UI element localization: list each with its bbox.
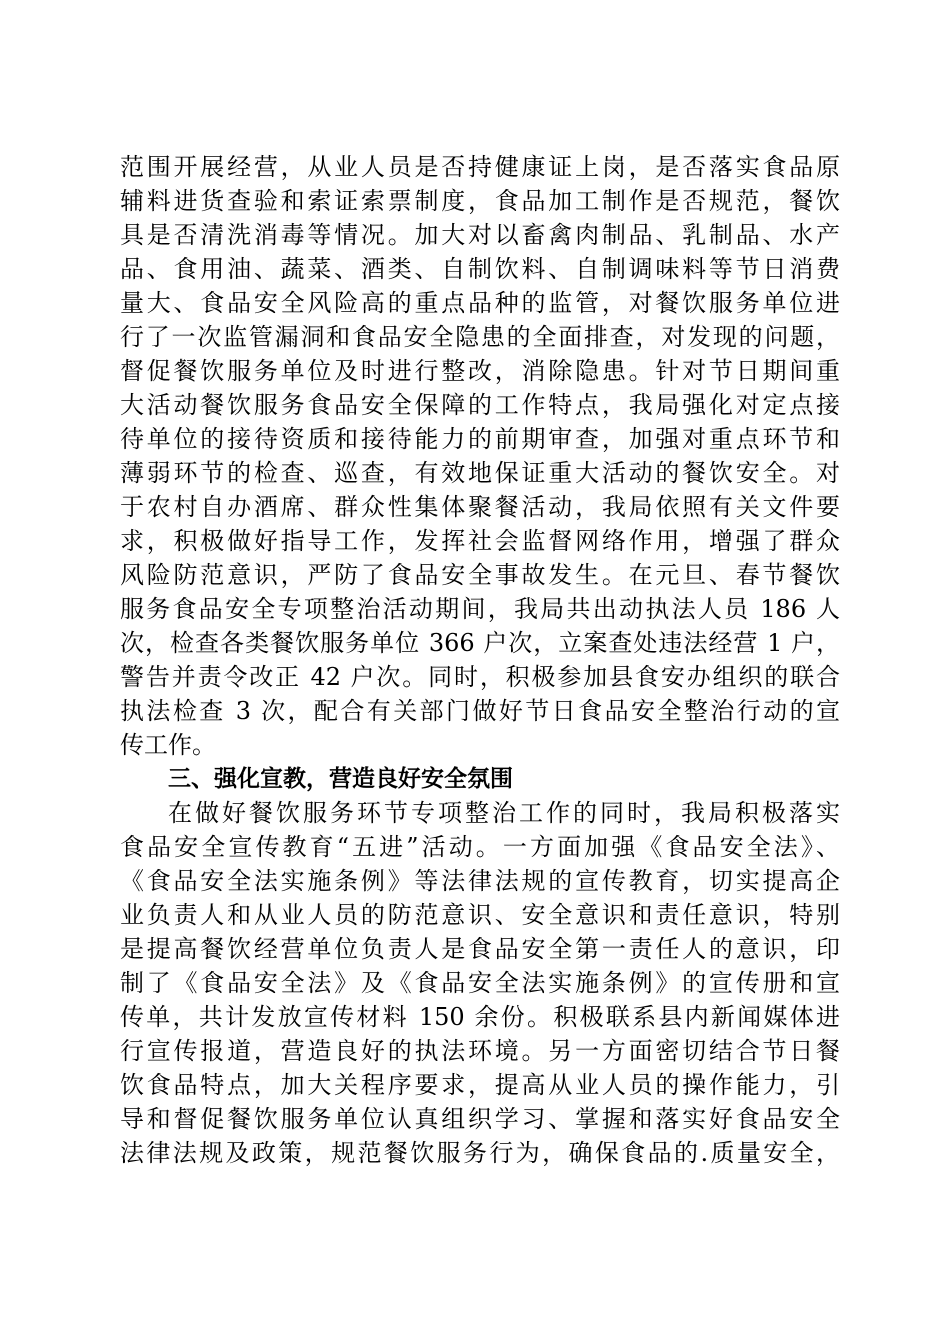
text-line: 导和督促餐饮服务单位认真组织学习、掌握和落实好食品安全 [120, 1105, 840, 1133]
text-line: 行宣传报道，营造良好的执法环境。另一方面密切结合节日餐 [120, 1037, 840, 1065]
text-line: 法律法规及政策，规范餐饮服务行为，确保食品的.质量安全， [120, 1139, 840, 1167]
text-line: 辅料进货查验和索证索票制度，食品加工制作是否规范，餐饮 [120, 187, 840, 215]
document-body [120, 150, 840, 1170]
text-line: 食品安全宣传教育“五进”活动。一方面加强《食品安全法》、 [120, 833, 840, 861]
text-line: 品、食用油、蔬菜、酒类、自制饮料、自制调味料等节日消费 [120, 255, 840, 283]
text-line: 业负责人和从业人员的防范意识、安全意识和责任意识，特别 [120, 901, 840, 929]
text-line: 量大、食品安全风险高的重点品种的监管，对餐饮服务单位进 [120, 289, 840, 317]
text-line: 传工作。 [120, 731, 216, 759]
text-line: 传单，共计发放宣传材料 150 余份。积极联系县内新闻媒体进 [120, 1003, 840, 1031]
text-line: 求，积极做好指导工作，发挥社会监督网络作用，增强了群众 [120, 527, 840, 555]
text-line: 警告并责令改正 42 户次。同时，积极参加县食安办组织的联合 [120, 663, 840, 691]
text-line: 在做好餐饮服务环节专项整治工作的同时，我局积极落实 [168, 799, 840, 827]
text-line: 薄弱环节的检查、巡查，有效地保证重大活动的餐饮安全。对 [120, 459, 840, 487]
section-heading: 三、强化宣教，营造良好安全氛围 [168, 766, 513, 792]
text-line: 《食品安全法实施条例》等法律法规的宣传教育，切实提高企 [120, 867, 840, 895]
text-line: 制了《食品安全法》及《食品安全法实施条例》的宣传册和宣 [120, 969, 840, 997]
text-line: 具是否清洗消毒等情况。加大对以畜禽肉制品、乳制品、水产 [120, 221, 840, 249]
text-line: 次，检查各类餐饮服务单位 366 户次，立案查处违法经营 1 户， [120, 629, 840, 657]
text-line: 督促餐饮服务单位及时进行整改，消除隐患。针对节日期间重 [120, 357, 840, 385]
text-line: 饮食品特点，加大关程序要求，提高从业人员的操作能力，引 [120, 1071, 840, 1099]
text-line: 风险防范意识，严防了食品安全事故发生。在元旦、春节餐饮 [120, 561, 840, 589]
text-line: 执法检查 3 次，配合有关部门做好节日食品安全整治行动的宣 [120, 697, 840, 725]
text-line: 待单位的接待资质和接待能力的前期审查，加强对重点环节和 [120, 425, 840, 453]
text-line: 是提高餐饮经营单位负责人是食品安全第一责任人的意识，印 [120, 935, 840, 963]
text-line: 大活动餐饮服务食品安全保障的工作特点，我局强化对定点接 [120, 391, 840, 419]
text-line: 范围开展经营，从业人员是否持健康证上岗，是否落实食品原 [120, 153, 840, 181]
text-line: 于农村自办酒席、群众性集体聚餐活动，我局依照有关文件要 [120, 493, 840, 521]
text-line: 行了一次监管漏洞和食品安全隐患的全面排查，对发现的问题， [120, 323, 840, 351]
paragraph-inspection-work [120, 150, 840, 762]
text-line: 服务食品安全专项整治活动期间，我局共出动执法人员 186 人 [120, 595, 840, 623]
paragraph-publicity-education [120, 796, 840, 1170]
